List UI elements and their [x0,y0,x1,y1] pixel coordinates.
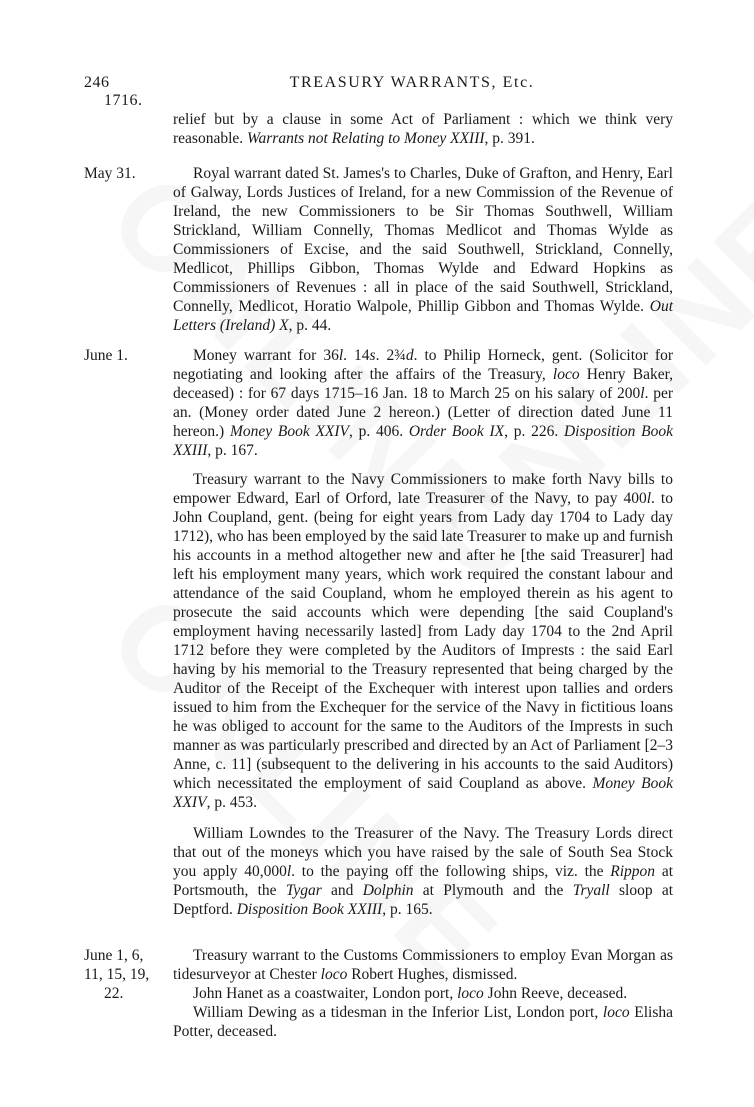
currency-symbol: l [646,490,652,507]
source-reference: Money Book XXIV [229,423,350,440]
entry-text: at Portsmouth, the [173,863,674,899]
entry-text: Treasury warrant to the Navy Commissioners to make forth Navy bills to empower Edward, Earl of Orford, late Treasurer of the Navy, to pay 400 [173,471,673,507]
ship-name: Dolphin [362,882,414,899]
entry-navy-warrant [173,470,673,812]
loco-term: loco [320,966,348,983]
entry-date-line: June 1, 6, [84,947,144,964]
entry-date-line: 22. [104,985,124,1002]
source-reference-page: , p. 406. [349,423,404,440]
entry-text: John Hanet as a coastwaiter, London port, [193,985,454,1002]
source-reference-page: , p. 453. [206,794,257,811]
entry-text: Elisha Potter, deceased. [173,1004,674,1040]
entry-text: Treasury warrant to the Customs Commissioners to employ Evan Morgan as tidesurveyor at Chester [173,947,673,983]
currency-symbol: d [405,347,414,364]
source-reference: Money Book XXIV [173,775,673,811]
loco-term: loco [602,1004,630,1021]
source-reference: Order Book IX [408,423,505,440]
currency-symbol: l [338,347,344,364]
currency-symbol: s [369,347,376,364]
ship-name: Tygar [285,882,322,899]
entry-date-line: 11, 15, 19, [84,966,150,983]
page-number: 246 [84,74,110,91]
source-reference: Disposition Book XXIII [236,901,383,918]
source-reference: Warrants not Relating to Money XXIII [247,130,485,147]
entry-text: Robert Hughes, dismissed. [351,966,518,983]
source-reference: Out Letters (Ireland) X [173,298,673,334]
entry-text: and [331,882,354,899]
entry-text: sloop at Deptford. [173,882,674,918]
entry-money-warrant [173,346,673,460]
entry-text: relief but by a clause in some Act of Parliament : which we think very reasonable. [173,111,673,147]
source-reference-page: , p. 391. [484,130,535,147]
entry-text: Henry Baker, deceased) : for 67 days 1715–16 Jan. 18 to March 25 on his salary of 200 [173,366,673,402]
entry-date [84,946,149,1003]
entry-text: . to John Coupland, gent. (being for eight years from Lady day 1704 to Lady day 1712), who has been employed by the said late Treasurer to make up and furnish his accounts in a method altogether new and after he [the said Treasurer] had left his employment many years, which work required the constant labour and attendance of the said Coupland, whom he employed therein as his agent to prosecute the said accounts which were depending [the said Coupland's employment having necessarily lasted] from Lady day 1704 to the 2nd April 1712 before they were completed by the Auditors of Imprests : the said Earl having by his memorial to the Treasury represented that being charged by the Auditor of the Receipt of the Exchequer with interest upon tallies and orders issued to him from the Exchequer for the service of the Navy in fictitious loans he was obliged to account for the same to the Auditors of the Imprests in such manner as was particularly prescribed and directed by an Act of Parliament [2–3 Anne, c. 11] (subsequent to the delivering in his accounts to the said Auditors) which necessitated the employment of said Coupland as above. [173,490,673,792]
entry-text: William Lowndes to the Treasurer of the Navy. The Treasury Lords direct that out of the moneys which you have raised by the sale of South Sea Stock you apply 40,000 [173,825,673,880]
entry-text: . 14 [343,347,370,364]
entry-text: William Dewing as a tidesman in the Inferior List, London port, [193,1004,599,1021]
list-item [173,946,673,984]
entry-text: Money warrant for 36 [193,347,339,364]
entry-date: June 1. [84,347,128,364]
loco-term: loco [552,366,580,383]
entry-date: May 31. [84,165,136,182]
entry-text: Royal warrant dated St. James's to Charles, Duke of Grafton, and Henry, Earl of Galway, Lords Justices of Ireland, for a new Commission of the Revenue of Ireland, the new Commissioners to be Sir Thomas Southwell, William Strickland, William Connelly, Thomas Medlicot and Thomas Wylde as Commissioners of Excise, and the said Southwell, Strickland, Connelly, Medlicot, Phillips Gibbon, Thomas Wylde and Edward Hopkins as Commissioners of Revenues : all in place of the said Southwell, Strickland, Connelly, Medlicot, Horatio Walpole, Phillip Gibbon and Thomas Wylde. [173,165,673,315]
source-reference-page: , p. 226. [504,423,559,440]
currency-symbol: l [640,385,645,402]
entry-text: . to Philip Horneck, gent. (Solicitor for negotiating and looking after the affairs of the Treasury, [173,347,674,383]
entry-text: at Plymouth and the [422,882,564,899]
entry-text: . 2¾ [375,347,406,364]
source-reference-page: , p. 165. [382,901,433,918]
source-reference-page: , p. 167. [207,442,258,459]
entry-text: . per an. (Money order dated June 2 hereon.) (Letter of direction dated June 11 hereon.) [173,385,673,440]
list-item [173,984,673,1003]
entry-customs-appointments [173,946,673,1041]
ship-name: Rippon [610,863,656,880]
running-title: TREASURY WARRANTS, Etc. [289,74,535,91]
list-item [173,1003,673,1041]
header-year: 1716. [104,92,143,109]
entry-text: . to the paying off the following ships, viz. the [291,863,604,880]
source-reference-page: , p. 44. [288,317,332,334]
loco-term: loco [457,985,484,1002]
source-reference: Disposition Book XXIII [173,423,674,459]
entry-royal-warrant [173,164,673,335]
entry-text: John Reeve, deceased. [487,985,628,1002]
entry-lowndes-letter [173,824,673,919]
currency-symbol: l [286,863,292,880]
entry-continuation [173,110,673,148]
ship-name: Tryall [572,882,610,899]
